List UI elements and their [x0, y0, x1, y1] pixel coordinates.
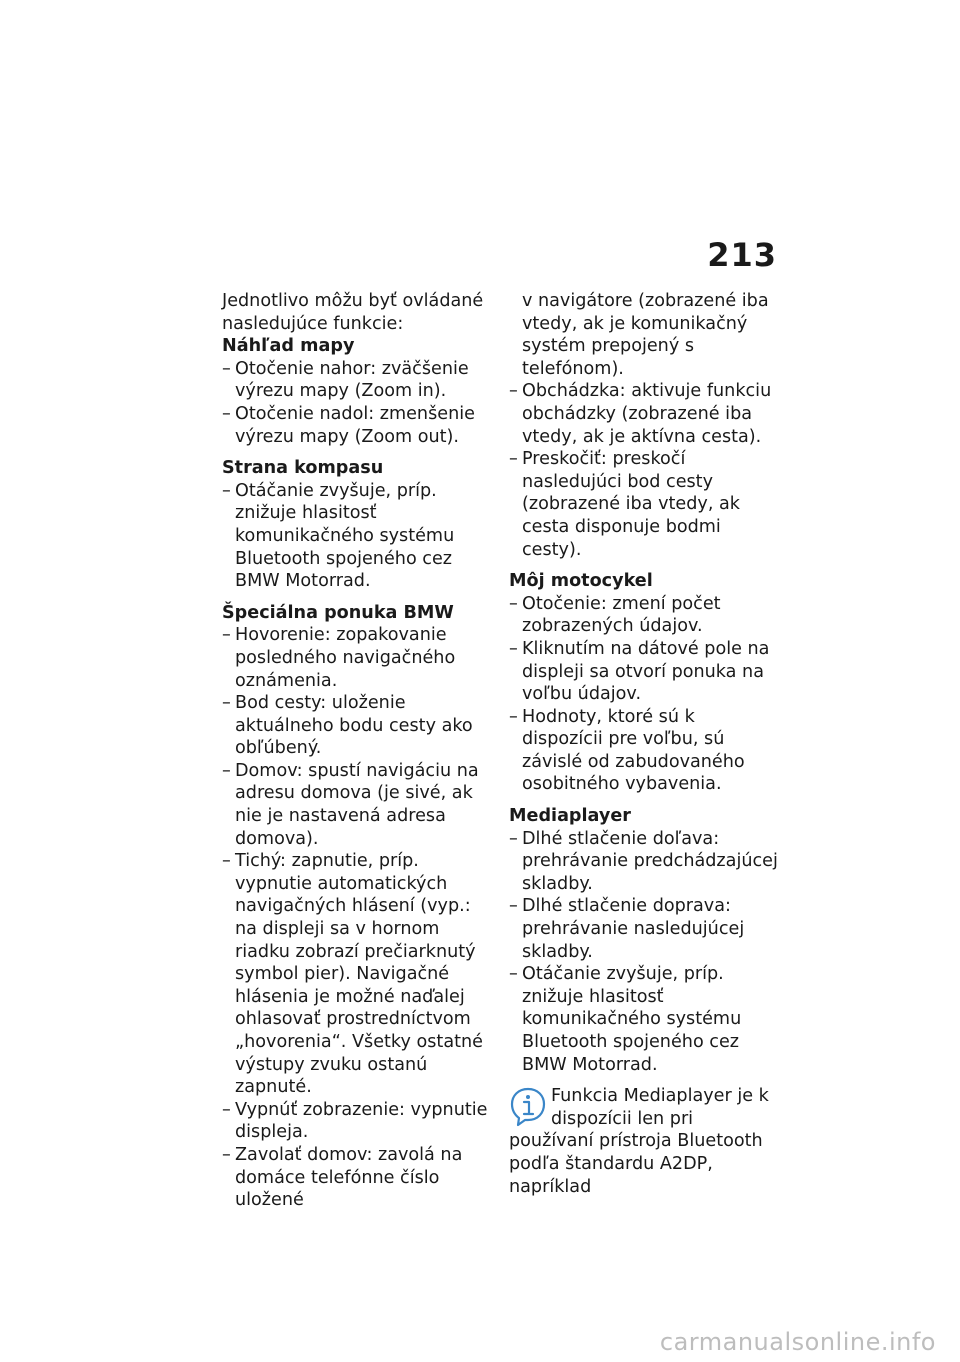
list-item-continuation: v navigátore (zobrazené iba vtedy, ak je komunikačný systém prepojený s telefónom).: [522, 291, 769, 379]
list-item: – Tichý: zapnutie, príp. vypnutie automatických navigačných hlásení (vyp.: na displeji sa v hornom riadku zobrazí prečiarknutý symbol pier). Navigačné hlásenia je možné naďalej ohlasovať prostredníctvom „hovorenia“. Všetky ostatné výstupy zvuku ostanú zapnuté.: [222, 850, 494, 1099]
list-item: – Otáčanie zvyšuje, príp. znižuje hlasitosť komunikačného systému Bluetooth spojeného cez BMW Motorrad.: [509, 963, 781, 1076]
left-column: [222, 290, 494, 1212]
heading-my-motorcycle: Môj motocykel: [509, 571, 653, 592]
list-item: – Otočenie: zmení počet zobrazených údajov.: [509, 593, 781, 638]
list-compass: [222, 480, 494, 593]
note-text: Funkcia Mediaplayer je k dispozícii len pri používaní prístroja Bluetooth podľa štandardu A2DP, napríklad: [509, 1086, 769, 1197]
footer-watermark: carmanualsonline.info: [659, 1328, 936, 1356]
list-item: – Domov: spustí navigáciu na adresu domova (je sivé, ak nie je nastavená adresa domova).: [222, 760, 494, 850]
heading-compass: Strana kompasu: [222, 458, 384, 479]
list-continued: [509, 290, 781, 561]
list-item: – Vypnúť zobrazenie: vypnutie displeja.: [222, 1099, 494, 1144]
list-item: – Preskočiť: preskočí nasledujúci bod cesty (zobrazené iba vtedy, ak cesta disponuje bodmi cesty).: [509, 448, 781, 561]
list-item: – Dlhé stlačenie doprava: prehrávanie nasledujúcej skladby.: [509, 895, 781, 963]
info-note: [509, 1085, 781, 1198]
page-number: 213: [707, 236, 777, 274]
list-item: – Kliknutím na dátové pole na displeji sa otvorí ponuka na voľbu údajov.: [509, 638, 781, 706]
list-special-menu: [222, 624, 494, 1211]
list-item: – Otočenie nadol: zmenšenie výrezu mapy (Zoom out).: [222, 403, 494, 448]
list-map-view: [222, 358, 494, 448]
list-item: – Dlhé stlačenie doľava: prehrávanie predchádzajúcej skladby.: [509, 828, 781, 896]
info-icon: [509, 1087, 547, 1127]
intro-paragraph: Jednotlivo môžu byť ovládané nasledujúce funkcie:: [222, 291, 484, 334]
heading-map-view: Náhľad mapy: [222, 336, 355, 357]
heading-special-menu: Špeciálna ponuka BMW: [222, 602, 454, 623]
list-item: – Otočenie nahor: zväčšenie výrezu mapy (Zoom in).: [222, 358, 494, 403]
list-item: – Hovorenie: zopakovanie posledného navigačného oznámenia.: [222, 624, 494, 692]
list-item: – Otáčanie zvyšuje, príp. znižuje hlasitosť komunikačného systému Bluetooth spojeného cez BMW Motorrad.: [222, 480, 494, 593]
list-item: – Hodnoty, ktoré sú k dispozícii pre voľbu, sú závislé od zabudovaného osobitného vybavenia.: [509, 706, 781, 796]
list-my-motorcycle: [509, 593, 781, 796]
list-item: – Zavolať domov: zavolá na domáce telefónne číslo uložené: [222, 1144, 494, 1212]
list-item: – Bod cesty: uloženie aktuálneho bodu cesty ako obľúbený.: [222, 692, 494, 760]
heading-mediaplayer: Mediaplayer: [509, 806, 631, 827]
right-column: [509, 290, 781, 1198]
list-mediaplayer: [509, 828, 781, 1077]
list-item: – Obchádzka: aktivuje funkciu obchádzky (zobrazené iba vtedy, ak je aktívna cesta).: [509, 380, 781, 448]
